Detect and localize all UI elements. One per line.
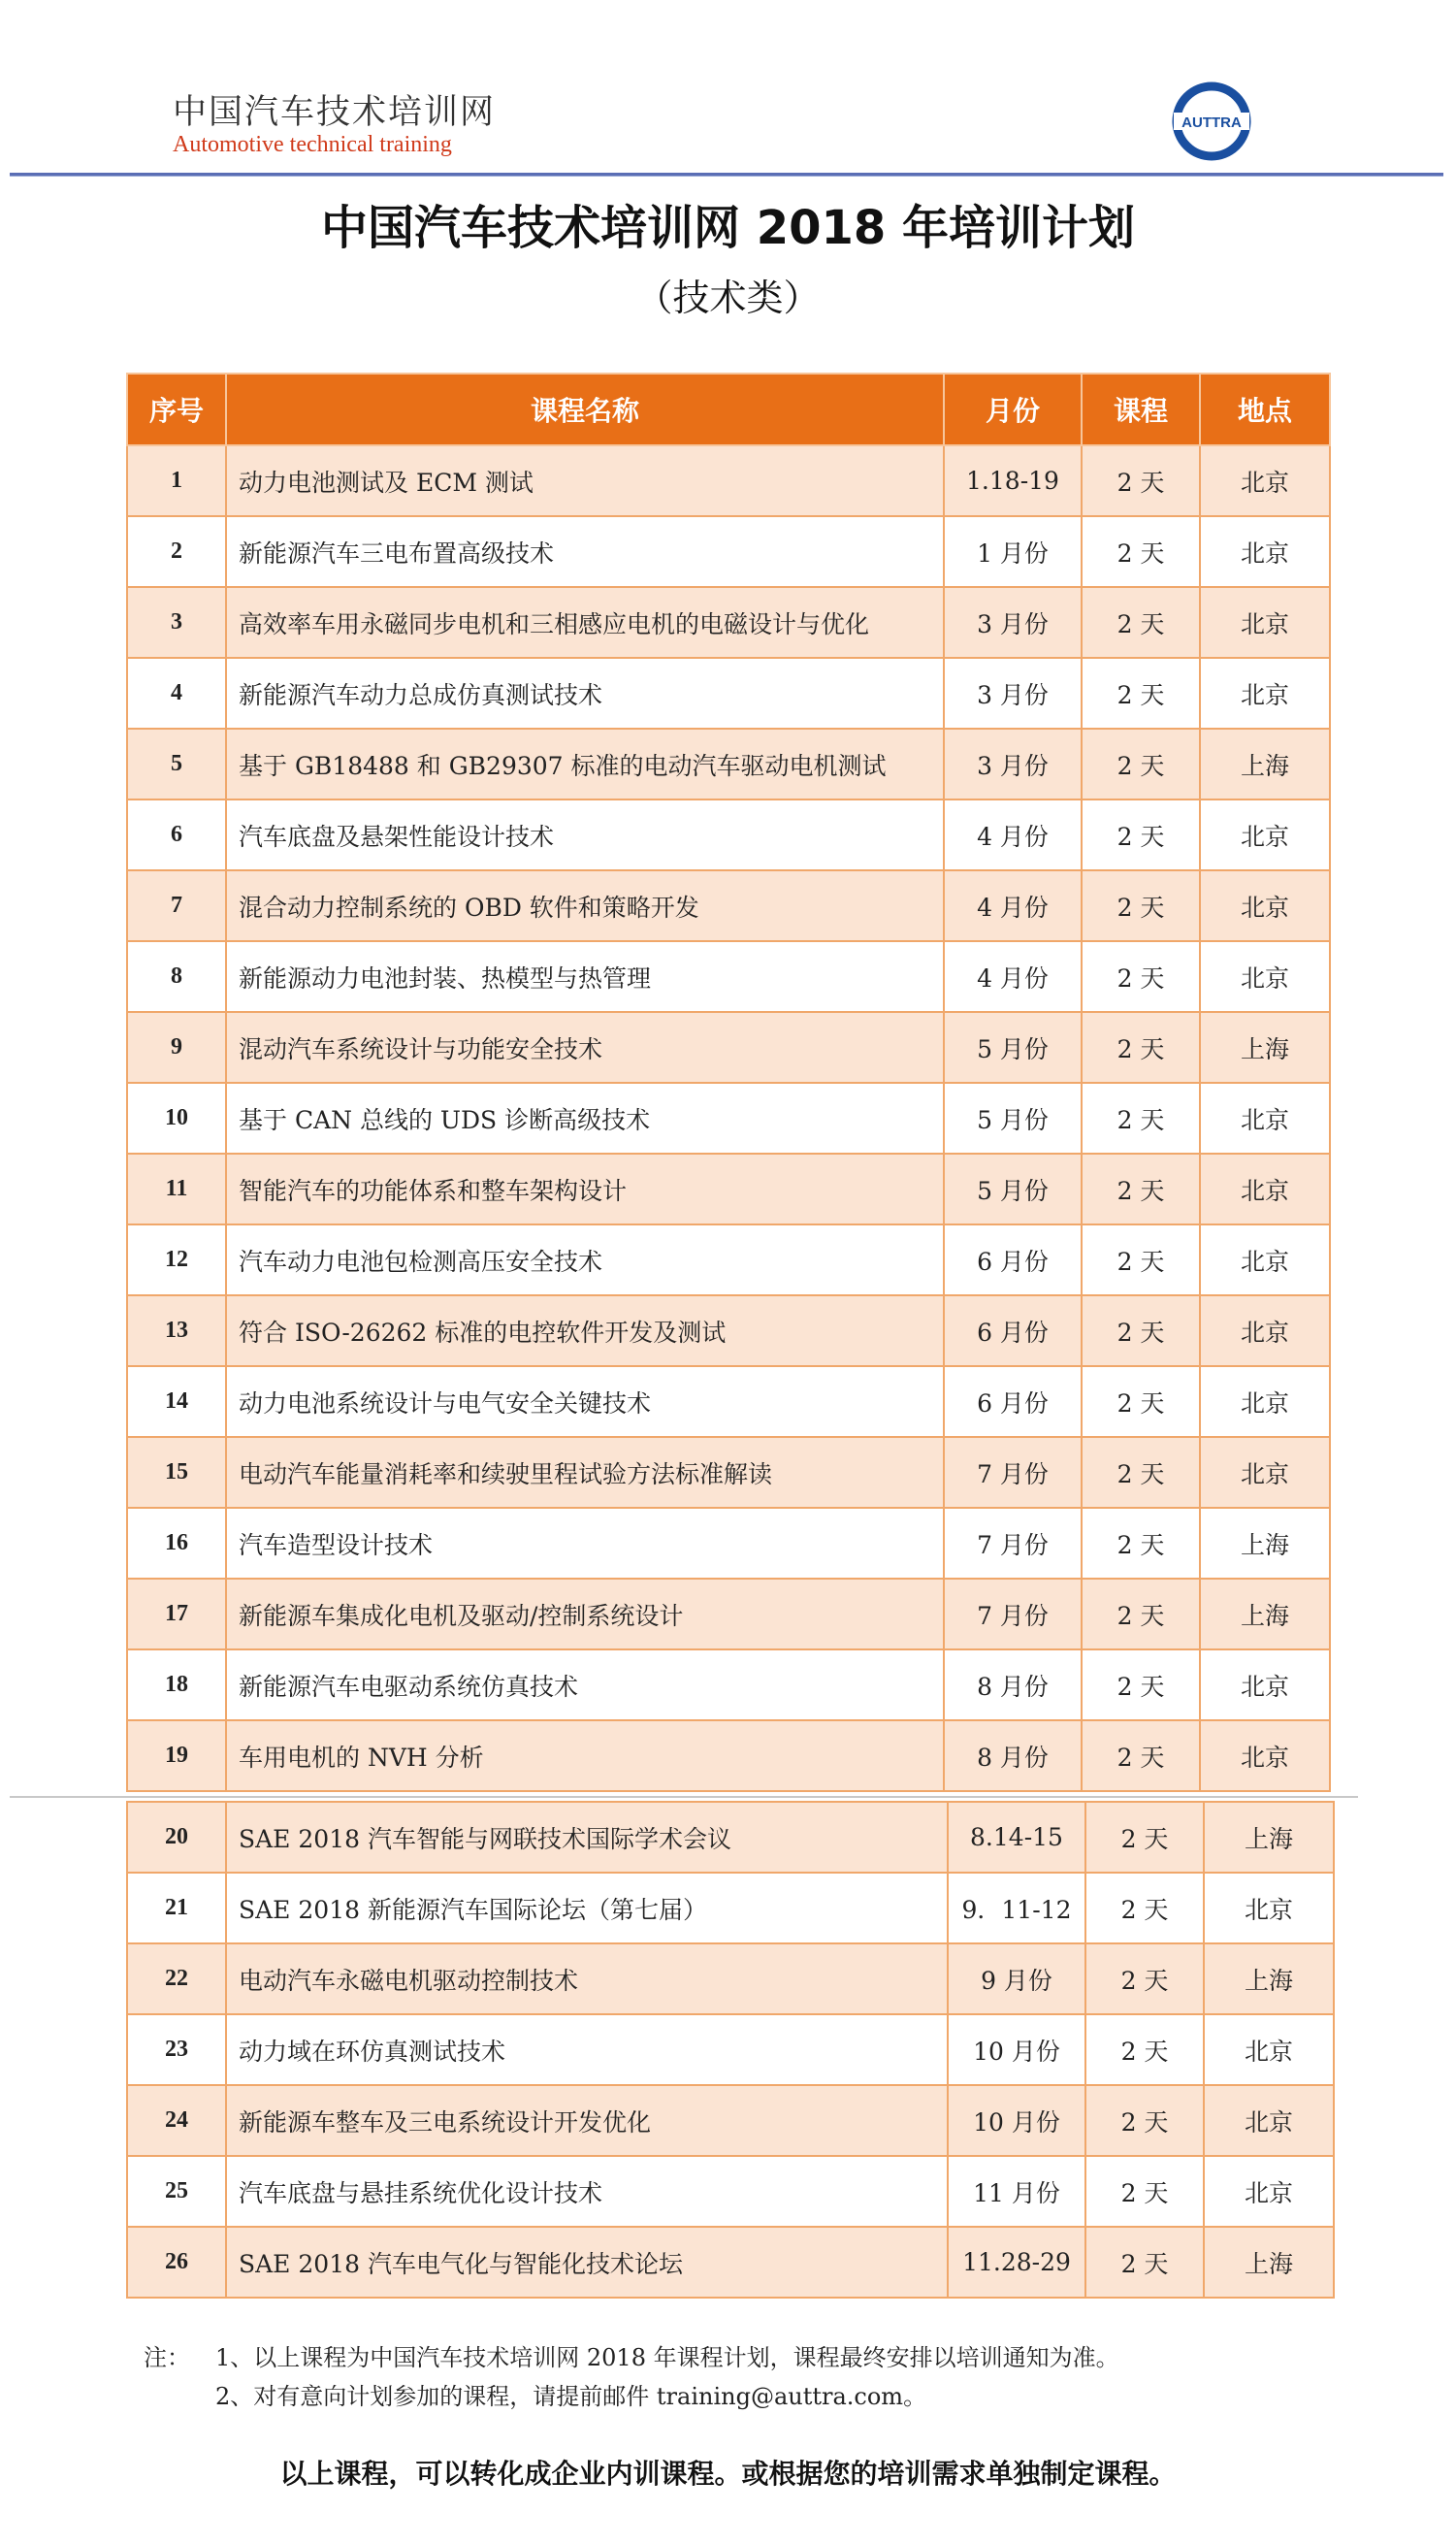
page-title: 中国汽车技术培训网 2018 年培训计划 [320, 201, 1136, 255]
course-name: 汽车底盘与悬挂系统优化设计技术 [226, 2156, 948, 2227]
col-header-days: 课程 [1082, 374, 1200, 445]
course-days: 2 天 [1082, 516, 1200, 587]
course-days: 2 天 [1082, 1649, 1200, 1720]
course-no: 7 [127, 870, 226, 941]
table-row [127, 870, 1330, 941]
course-month: 11.28-29 [948, 2227, 1085, 2298]
course-table-body [127, 445, 1330, 1791]
course-month: 3 月份 [944, 658, 1082, 729]
table-row [127, 1012, 1330, 1083]
course-name: 混动汽车系统设计与功能安全技术 [226, 1012, 944, 1083]
table-row [127, 1224, 1330, 1295]
course-name: 汽车底盘及悬架性能设计技术 [226, 799, 944, 870]
course-name: 汽车造型设计技术 [226, 1508, 944, 1579]
table-row [127, 1154, 1330, 1224]
course-days: 2 天 [1082, 1295, 1200, 1366]
course-location: 北京 [1204, 2014, 1334, 2085]
course-month: 1 月份 [944, 516, 1082, 587]
course-name: 动力电池测试及 ECM 测试 [226, 445, 944, 516]
course-days: 2 天 [1085, 1873, 1204, 1943]
course-days: 2 天 [1082, 1083, 1200, 1154]
course-month: 9．11-12 [948, 1873, 1085, 1943]
brand-name-en: Automotive technical training [173, 132, 452, 157]
course-no: 18 [127, 1649, 226, 1720]
course-name: SAE 2018 汽车智能与网联技术国际学术会议 [226, 1802, 948, 1873]
course-month: 8 月份 [944, 1720, 1082, 1791]
course-location: 北京 [1200, 1083, 1330, 1154]
course-location: 北京 [1200, 1366, 1330, 1437]
course-month: 4 月份 [944, 799, 1082, 870]
course-table [126, 373, 1331, 1792]
header-divider [10, 173, 1443, 177]
course-no: 16 [127, 1508, 226, 1579]
table-row [127, 1802, 1334, 1873]
course-days: 2 天 [1082, 729, 1200, 799]
course-month: 4 月份 [944, 941, 1082, 1012]
course-days: 2 天 [1082, 870, 1200, 941]
course-name: 新能源汽车三电布置高级技术 [226, 516, 944, 587]
course-no: 3 [127, 587, 226, 658]
course-location: 上海 [1200, 1508, 1330, 1579]
table-row [127, 1720, 1330, 1791]
course-name: SAE 2018 新能源汽车国际论坛（第七届） [226, 1873, 948, 1943]
course-no: 12 [127, 1224, 226, 1295]
table-row [127, 2156, 1334, 2227]
auttra-logo-icon [1172, 80, 1251, 163]
course-no: 20 [127, 1802, 226, 1873]
course-table-continued [126, 1801, 1335, 2299]
course-location: 北京 [1200, 1154, 1330, 1224]
course-no: 4 [127, 658, 226, 729]
course-location: 上海 [1200, 729, 1330, 799]
course-no: 17 [127, 1579, 226, 1649]
course-month: 1.18-19 [944, 445, 1082, 516]
course-days: 2 天 [1082, 1720, 1200, 1791]
course-days: 2 天 [1082, 1012, 1200, 1083]
course-name: 混合动力控制系统的 OBD 软件和策略开发 [226, 870, 944, 941]
course-days: 2 天 [1085, 1802, 1204, 1873]
course-days: 2 天 [1085, 2227, 1204, 2298]
table-row [127, 658, 1330, 729]
table-row [127, 941, 1330, 1012]
course-name: 电动汽车能量消耗率和续驶里程试验方法标准解读 [226, 1437, 944, 1508]
course-month: 5 月份 [944, 1154, 1082, 1224]
table-row [127, 587, 1330, 658]
course-month: 9 月份 [948, 1943, 1085, 2014]
course-month: 11 月份 [948, 2156, 1085, 2227]
course-no: 26 [127, 2227, 226, 2298]
course-name: 新能源车集成化电机及驱动/控制系统设计 [226, 1579, 944, 1649]
course-location: 北京 [1200, 799, 1330, 870]
course-location: 北京 [1200, 516, 1330, 587]
course-location: 北京 [1200, 870, 1330, 941]
table-row [127, 516, 1330, 587]
table-row [127, 2014, 1334, 2085]
course-name: 动力域在环仿真测试技术 [226, 2014, 948, 2085]
course-month: 7 月份 [944, 1508, 1082, 1579]
course-days: 2 天 [1082, 658, 1200, 729]
course-no: 21 [127, 1873, 226, 1943]
note-line-1: 1、以上课程为中国汽车技术培训网 2018 年课程计划，课程最终安排以培训通知为准。 [215, 2344, 1119, 2371]
course-month: 5 月份 [944, 1012, 1082, 1083]
course-location: 上海 [1200, 1579, 1330, 1649]
course-location: 北京 [1200, 1224, 1330, 1295]
course-name: 车用电机的 NVH 分析 [226, 1720, 944, 1791]
course-location: 北京 [1200, 1437, 1330, 1508]
course-name: 新能源汽车动力总成仿真测试技术 [226, 658, 944, 729]
course-location: 北京 [1200, 1295, 1330, 1366]
course-no: 6 [127, 799, 226, 870]
course-no: 15 [127, 1437, 226, 1508]
course-no: 19 [127, 1720, 226, 1791]
course-days: 2 天 [1085, 1943, 1204, 2014]
col-header-no: 序号 [127, 374, 226, 445]
course-days: 2 天 [1085, 2085, 1204, 2156]
course-location: 上海 [1204, 1943, 1334, 2014]
course-location: 北京 [1200, 658, 1330, 729]
course-no: 25 [127, 2156, 226, 2227]
course-no: 8 [127, 941, 226, 1012]
course-month: 5 月份 [944, 1083, 1082, 1154]
course-no: 22 [127, 1943, 226, 2014]
brand-name-cn: 中国汽车技术培训网 [173, 93, 497, 132]
course-location: 北京 [1200, 1649, 1330, 1720]
course-location: 上海 [1204, 1802, 1334, 1873]
notes-label: 注： [144, 2344, 190, 2371]
course-month: 3 月份 [944, 587, 1082, 658]
table-row [127, 1579, 1330, 1649]
course-days: 2 天 [1082, 941, 1200, 1012]
course-name: 基于 GB18488 和 GB29307 标准的电动汽车驱动电机测试 [226, 729, 944, 799]
course-location: 北京 [1200, 941, 1330, 1012]
course-location: 北京 [1204, 2156, 1334, 2227]
footer-statement: 以上课程，可以转化成企业内训课程。或根据您的培训需求单独制定课程。 [279, 2458, 1177, 2490]
course-days: 2 天 [1085, 2156, 1204, 2227]
course-days: 2 天 [1082, 1508, 1200, 1579]
table-row [127, 1943, 1334, 2014]
course-days: 2 天 [1082, 1579, 1200, 1649]
course-no: 5 [127, 729, 226, 799]
course-days: 2 天 [1082, 587, 1200, 658]
course-location: 北京 [1204, 2085, 1334, 2156]
page-break-line [10, 1796, 1358, 1798]
table-row [127, 445, 1330, 516]
course-no: 2 [127, 516, 226, 587]
course-name: 高效率车用永磁同步电机和三相感应电机的电磁设计与优化 [226, 587, 944, 658]
course-month: 3 月份 [944, 729, 1082, 799]
table-row [127, 1873, 1334, 1943]
course-days: 2 天 [1082, 799, 1200, 870]
table-row [127, 1083, 1330, 1154]
course-location: 上海 [1200, 1012, 1330, 1083]
course-month: 6 月份 [944, 1366, 1082, 1437]
course-days: 2 天 [1082, 1224, 1200, 1295]
course-month: 10 月份 [948, 2085, 1085, 2156]
course-no: 13 [127, 1295, 226, 1366]
col-header-month: 月份 [944, 374, 1082, 445]
course-days: 2 天 [1082, 1366, 1200, 1437]
course-month: 6 月份 [944, 1224, 1082, 1295]
course-location: 北京 [1200, 445, 1330, 516]
course-days: 2 天 [1082, 445, 1200, 516]
course-name: 动力电池系统设计与电气安全关键技术 [226, 1366, 944, 1437]
course-month: 7 月份 [944, 1437, 1082, 1508]
table-row [127, 799, 1330, 870]
course-days: 2 天 [1082, 1437, 1200, 1508]
logo-text: AUTTRA [1181, 114, 1242, 131]
course-month: 4 月份 [944, 870, 1082, 941]
course-month: 7 月份 [944, 1579, 1082, 1649]
course-name: 智能汽车的功能体系和整车架构设计 [226, 1154, 944, 1224]
course-no: 23 [127, 2014, 226, 2085]
course-location: 北京 [1200, 587, 1330, 658]
table-header-row [127, 374, 1330, 445]
course-name: 汽车动力电池包检测高压安全技术 [226, 1224, 944, 1295]
table-row [127, 1366, 1330, 1437]
table-row [127, 2085, 1334, 2156]
table-row [127, 1437, 1330, 1508]
course-location: 北京 [1204, 1873, 1334, 1943]
page-subtitle: （技术类） [635, 277, 821, 319]
course-no: 24 [127, 2085, 226, 2156]
col-header-location: 地点 [1200, 374, 1330, 445]
course-name: 电动汽车永磁电机驱动控制技术 [226, 1943, 948, 2014]
course-location: 上海 [1204, 2227, 1334, 2298]
course-month: 10 月份 [948, 2014, 1085, 2085]
table-row [127, 1508, 1330, 1579]
course-month: 8.14-15 [948, 1802, 1085, 1873]
course-name: 新能源车整车及三电系统设计开发优化 [226, 2085, 948, 2156]
course-month: 8 月份 [944, 1649, 1082, 1720]
course-days: 2 天 [1082, 1154, 1200, 1224]
table-row [127, 729, 1330, 799]
table-row [127, 1295, 1330, 1366]
course-name: 新能源汽车电驱动系统仿真技术 [226, 1649, 944, 1720]
course-table-body-continued [127, 1802, 1334, 2298]
page-header [0, 0, 1456, 184]
course-no: 11 [127, 1154, 226, 1224]
course-no: 1 [127, 445, 226, 516]
course-name: 基于 CAN 总线的 UDS 诊断高级技术 [226, 1083, 944, 1154]
table-row [127, 1649, 1330, 1720]
course-no: 9 [127, 1012, 226, 1083]
course-location: 北京 [1200, 1720, 1330, 1791]
col-header-course-name: 课程名称 [226, 374, 944, 445]
course-month: 6 月份 [944, 1295, 1082, 1366]
course-name: 新能源动力电池封装、热模型与热管理 [226, 941, 944, 1012]
course-no: 10 [127, 1083, 226, 1154]
course-name: SAE 2018 汽车电气化与智能化技术论坛 [226, 2227, 948, 2298]
course-days: 2 天 [1085, 2014, 1204, 2085]
note-line-2: 2、对有意向计划参加的课程，请提前邮件 training@auttra.com。 [215, 2383, 927, 2410]
course-no: 14 [127, 1366, 226, 1437]
course-name: 符合 ISO-26262 标准的电控软件开发及测试 [226, 1295, 944, 1366]
table-row [127, 2227, 1334, 2298]
